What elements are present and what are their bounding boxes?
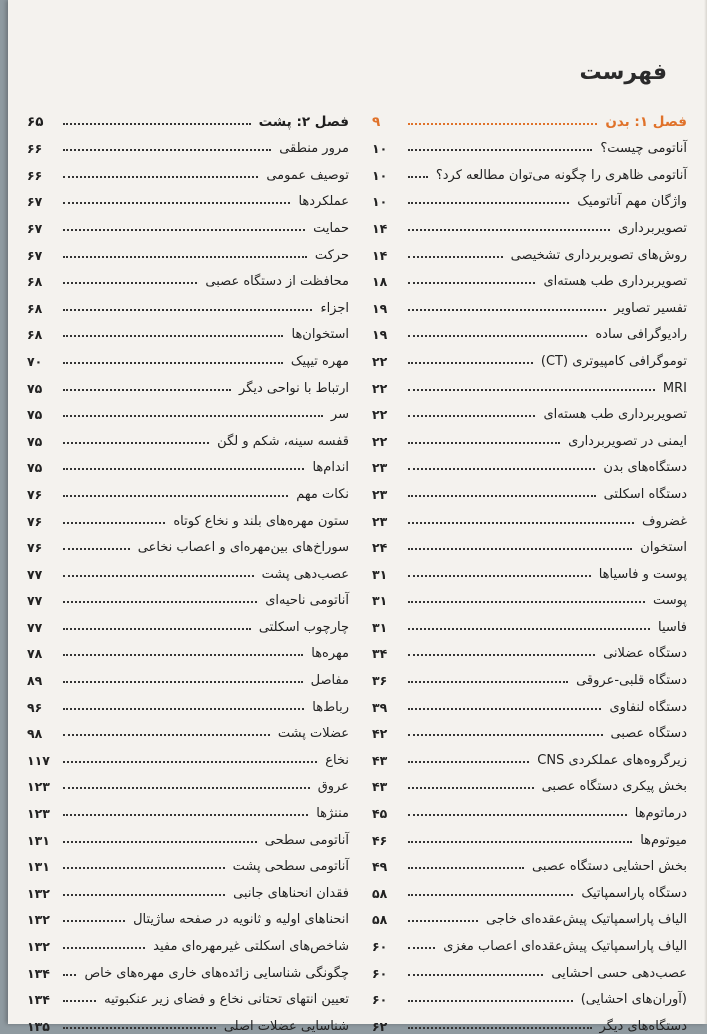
toc-entry-title: روش‌های تصویربرداری تشخیصی [510, 247, 687, 263]
toc-entry-title: حرکت [314, 247, 349, 263]
toc-page-number: ۴۲ [372, 726, 388, 742]
toc-entry-title: رادیوگرافی ساده [595, 327, 687, 343]
toc-page-number: ۲۲ [372, 407, 388, 423]
dot-leader [408, 681, 568, 683]
toc-entry [27, 927, 349, 954]
toc-chapter-heading [372, 103, 687, 130]
dot-leader [408, 894, 573, 896]
toc-page-number: ۷۷ [27, 619, 43, 635]
toc-entry [372, 954, 687, 981]
dot-leader [63, 894, 225, 896]
dot-leader [63, 974, 76, 976]
toc-entry [372, 369, 687, 396]
dot-leader [63, 601, 257, 603]
toc-page-number: ۶۷ [27, 194, 43, 210]
toc-page-number: ۱۳۱ [27, 859, 50, 875]
toc-entry-title: محافظت از دستگاه عصبی [205, 274, 349, 290]
toc-page-number: ۶۶ [27, 141, 43, 157]
toc-page-number: ۲۳ [372, 486, 388, 502]
dot-leader [408, 468, 595, 470]
toc-page-number: ۱۹ [372, 327, 388, 343]
toc-entry-title: توصیف عمومی [266, 167, 349, 183]
toc-page-number: ۷۶ [27, 540, 43, 556]
dot-leader [63, 947, 145, 949]
toc-entry-title: چارچوب اسکلتی [258, 619, 349, 635]
toc-page-number: ۶۸ [27, 300, 43, 316]
dot-leader [63, 814, 308, 816]
dot-leader [63, 149, 271, 151]
toc-entry-title: دستگاه لنفاوی [609, 699, 687, 715]
toc-entry-title: عروق [317, 779, 349, 795]
dot-leader [408, 787, 534, 789]
toc-entry-title: دستگاه عصبی [610, 726, 687, 742]
toc-page-number: ۹ [372, 113, 381, 130]
toc-page-number: ۱۳۴ [27, 992, 50, 1008]
toc-page-number: ۶۸ [27, 327, 43, 343]
toc-page-number: ۳۱ [372, 593, 388, 609]
toc-page-number: ۲۴ [372, 540, 388, 556]
toc-entry [27, 555, 349, 582]
dot-leader [408, 229, 610, 231]
toc-entry-title: مرور منطقی [279, 141, 349, 157]
dot-leader [408, 734, 603, 736]
dot-leader [63, 389, 231, 391]
toc-page-number: ۵۸ [372, 885, 388, 901]
dot-leader [63, 123, 251, 125]
toc-page-number: ۷۵ [27, 433, 43, 449]
dot-leader [63, 787, 310, 789]
toc-entry [27, 396, 349, 423]
toc-entry [372, 342, 687, 369]
dot-leader [408, 442, 560, 444]
toc-entry [27, 209, 349, 236]
toc-entry [372, 635, 687, 662]
toc-entry-title: فقدان انحناهای جانبی [233, 885, 349, 901]
dot-leader [408, 628, 650, 630]
dot-leader [408, 335, 587, 337]
dot-leader [63, 202, 290, 204]
toc-entry-title: شاخص‌های اسکلتی غیرمهره‌ای مفید [153, 939, 349, 954]
toc-entry-title: عصب‌دهی حسی احشایی [551, 965, 687, 981]
toc-entry [372, 1007, 687, 1034]
toc-entry-title: ایمنی در تصویربرداری [568, 433, 687, 449]
dot-leader [63, 575, 254, 577]
dot-leader [63, 841, 257, 843]
toc-entry [27, 502, 349, 529]
toc-page-number: ۶۰ [372, 939, 388, 954]
dot-leader [408, 522, 634, 524]
toc-page-number: ۱۹ [372, 300, 388, 316]
dot-leader [408, 601, 645, 603]
toc-entry-title: بخش احشایی دستگاه عصبی [532, 859, 687, 875]
toc-page-number: ۷۸ [27, 646, 43, 662]
toc-entry-title: دستگاه‌های بدن [603, 460, 687, 476]
dot-leader [63, 442, 209, 444]
dot-leader [63, 681, 303, 683]
toc-entry [27, 794, 349, 821]
toc-entry [372, 608, 687, 635]
toc-entry-title: اجزاء [320, 300, 349, 316]
toc-entry [27, 741, 349, 768]
dot-leader [63, 468, 304, 470]
toc-page-number: ۲۳ [372, 460, 388, 476]
toc-page-number: ۳۱ [372, 619, 388, 635]
dot-leader [63, 867, 225, 869]
toc-entry [372, 741, 687, 768]
toc-entry [372, 236, 687, 263]
toc-entry [372, 396, 687, 423]
toc-entry-title: الیاف پاراسمپاتیک پیش‌عقده‌ای اعصاب مغزی [443, 939, 687, 954]
toc-entry-title: دستگاه اسکلتی [603, 486, 687, 502]
toc-column-left [27, 103, 349, 1034]
toc-page-number: ۱۱۷ [27, 752, 50, 768]
toc-entry [372, 715, 687, 742]
dot-leader [63, 176, 258, 178]
toc-page-number: ۱۳۴ [27, 965, 50, 981]
dot-leader [63, 229, 305, 231]
toc-page-number: ۹۶ [27, 699, 43, 715]
toc-entry [27, 475, 349, 502]
dot-leader [408, 708, 601, 710]
toc-entry [27, 635, 349, 662]
toc-entry-title: (آوران‌های احشایی) [580, 992, 687, 1008]
dot-leader [63, 495, 288, 497]
dot-leader [63, 522, 165, 524]
dot-leader [63, 654, 303, 656]
toc-page-number: ۱۳۲ [27, 912, 50, 928]
toc-page-number: ۱۳۲ [27, 885, 50, 901]
dot-leader [408, 389, 655, 391]
toc-entry [27, 874, 349, 901]
dot-leader [408, 362, 533, 364]
toc-page-number: ۶۰ [372, 992, 388, 1008]
dot-leader [408, 309, 606, 311]
dot-leader [63, 282, 197, 284]
toc-entry [27, 848, 349, 875]
toc-entry-title: فاسیا [658, 619, 687, 635]
toc-page-number: ۶۵ [27, 113, 44, 130]
toc-page-number: ۶۶ [27, 167, 43, 183]
dot-leader [63, 761, 317, 763]
dot-leader [408, 256, 503, 258]
toc-entry [372, 794, 687, 821]
toc-entry-title: مفاصل [310, 673, 349, 689]
toc-entry [27, 688, 349, 715]
toc-entry [27, 529, 349, 556]
toc-entry-title: شناسایی عضلات اصلی [223, 1018, 349, 1034]
toc-page-number: ۷۶ [27, 513, 43, 529]
toc-entry-title: تصویربرداری [617, 220, 687, 236]
toc-entry-title: MRI [662, 380, 687, 396]
toc-entry [372, 848, 687, 875]
toc-entry-title: ستون مهره‌های بلند و نخاع کوتاه [173, 513, 349, 529]
toc-entry [27, 901, 349, 928]
toc-entry-title: سوراخ‌های بین‌مهره‌ای و اعصاب نخاعی [137, 540, 349, 556]
toc-page-number: ۴۹ [372, 859, 388, 875]
toc-entry-title: مهره‌ها [311, 646, 349, 662]
toc-entry [372, 289, 687, 316]
toc-page-number: ۶۰ [372, 965, 388, 981]
toc-page-number: ۲۲ [372, 433, 388, 449]
toc-page-number: ۳۹ [372, 699, 388, 715]
dot-leader [63, 415, 323, 417]
toc-entry [372, 768, 687, 795]
toc-entry-title: نکات مهم [296, 486, 349, 502]
toc-entry-title: دستگاه پاراسمپاتیک [581, 885, 687, 901]
dot-leader [408, 867, 524, 869]
toc-page-number: ۳۴ [372, 646, 388, 662]
toc-entry-title: بخش پیکری دستگاه عصبی [541, 779, 687, 795]
dot-leader [408, 1000, 573, 1002]
toc-entry [372, 555, 687, 582]
toc-page-number: ۶۲ [372, 1018, 388, 1034]
toc-entry-title: زیرگروه‌های عملکردی CNS [537, 752, 687, 768]
toc-page-number: ۱۴ [372, 220, 388, 236]
toc-entry-title: میوتوم‌ها [640, 832, 687, 848]
dot-leader [63, 256, 307, 258]
book-page [8, 0, 707, 1034]
toc-entry-title: فصل ۲: پشت [258, 113, 349, 130]
dot-leader [408, 202, 569, 204]
toc-entry [372, 502, 687, 529]
toc-entry [372, 582, 687, 609]
toc-entry [27, 661, 349, 688]
toc-page-number: ۷۰ [27, 353, 43, 369]
toc-page-number: ۷۷ [27, 566, 43, 582]
toc-entry-title: فصل ۱: بدن [605, 113, 687, 130]
toc-entry-title: پوست [653, 593, 687, 609]
toc-page-number: ۲۲ [372, 353, 388, 369]
toc-entry-title: تعیین انتهای تحتانی نخاع و فضای زیر عنکبوتیه [104, 992, 349, 1008]
toc-entry [27, 449, 349, 476]
toc-entry-title: انحناهای اولیه و ثانویه در صفحه ساژیتال [133, 912, 349, 928]
toc-page-number: ۶۸ [27, 274, 43, 290]
toc-entry [372, 981, 687, 1008]
dot-leader [408, 814, 627, 816]
toc-entry [27, 821, 349, 848]
toc-page-number: ۱۰ [372, 167, 388, 183]
toc-entry-title: تفسیر تصاویر [614, 300, 687, 316]
dot-leader [63, 708, 304, 710]
dot-leader [408, 947, 435, 949]
toc-entry [27, 422, 349, 449]
dot-leader [408, 974, 543, 976]
toc-entry-title: مهره تیپیک [290, 353, 349, 369]
dot-leader [63, 335, 283, 337]
toc-page-number: ۱۳۲ [27, 939, 50, 954]
toc-entry-title: آناتومی سطحی [264, 832, 349, 848]
toc-entry-title: الیاف پاراسمپاتیک پیش‌عقده‌ای خاجی [485, 912, 687, 928]
toc-entry [27, 130, 349, 157]
toc-entry-title: پوست و فاسیاها [598, 566, 687, 582]
toc-page-number: ۸۹ [27, 673, 43, 689]
toc-entry-title: چگونگی شناسایی زائده‌های خاری مهره‌های خاص [84, 965, 349, 981]
toc-page-number: ۵۸ [372, 912, 388, 928]
toc-entry [27, 981, 349, 1008]
toc-entry-title: ارتباط با نواحی دیگر [239, 380, 349, 396]
toc-entry-title: مننژها [316, 806, 349, 822]
toc-entry-title: دستگاه‌های دیگر [599, 1018, 687, 1034]
toc-entry [372, 927, 687, 954]
toc-entry-title: رباط‌ها [312, 699, 349, 715]
toc-entry [372, 874, 687, 901]
toc-page-number: ۱۰ [372, 141, 388, 157]
toc-entry [27, 263, 349, 290]
toc-entry [372, 156, 687, 183]
toc-entry-title: عضلات پشت [277, 726, 349, 742]
toc-entry-title: دستگاه عضلانی [603, 646, 687, 662]
dot-leader [408, 149, 592, 151]
toc-page-number: ۶۷ [27, 220, 43, 236]
toc-entry-title: آناتومی سطحی پشت [232, 859, 349, 875]
dot-leader [63, 920, 125, 922]
dot-leader [63, 734, 270, 736]
dot-leader [408, 841, 632, 843]
dot-leader [408, 123, 597, 125]
toc-entry [372, 449, 687, 476]
toc-entry-title: نخاع [325, 752, 349, 768]
toc-page-number: ۷۷ [27, 593, 43, 609]
toc-page-number: ۴۳ [372, 779, 388, 795]
dot-leader [63, 628, 251, 630]
dot-leader [408, 415, 535, 417]
toc-entry [27, 156, 349, 183]
toc-entry-title: تصویربرداری طب هسته‌ای [543, 407, 687, 423]
page-title: فهرست [579, 60, 667, 85]
toc-entry [27, 582, 349, 609]
toc-page-number: ۱۲۳ [27, 806, 50, 822]
dot-leader [63, 309, 312, 311]
dot-leader [63, 1000, 96, 1002]
toc-entry-title: اندام‌ها [312, 460, 349, 476]
toc-entry [372, 661, 687, 688]
toc-page-number: ۶۷ [27, 247, 43, 263]
toc-entry [372, 263, 687, 290]
toc-page-number: ۱۴ [372, 247, 388, 263]
toc-entry [372, 422, 687, 449]
toc-page-number: ۷۵ [27, 407, 43, 423]
toc-entry [27, 1007, 349, 1034]
toc-entry-title: عملکردها [298, 194, 349, 210]
toc-page-number: ۱۳۱ [27, 832, 50, 848]
toc-entry-title: حمایت [313, 220, 349, 236]
toc-entry [27, 954, 349, 981]
toc-entry-title: غضروف [642, 513, 687, 529]
toc-column-right [372, 103, 687, 1034]
dot-leader [408, 1027, 592, 1029]
toc-entry-title: تصویربرداری طب هسته‌ای [543, 274, 687, 290]
toc-page-number: ۱۲۳ [27, 779, 50, 795]
toc-entry-title: آناتومی چیست؟ [600, 141, 687, 157]
toc-entry [372, 475, 687, 502]
toc-entry-title: دستگاه قلبی-عروقی [576, 673, 687, 689]
dot-leader [408, 176, 428, 178]
dot-leader [63, 1027, 216, 1029]
toc-entry-title: استخوان [640, 540, 687, 556]
toc-entry [372, 529, 687, 556]
toc-entry [372, 688, 687, 715]
dot-leader [63, 548, 130, 550]
toc-entry [27, 715, 349, 742]
toc-entry [27, 608, 349, 635]
toc-page-number: ۱۳۵ [27, 1018, 50, 1034]
toc-page-number: ۲۳ [372, 513, 388, 529]
toc-page-number: ۱۰ [372, 194, 388, 210]
toc-entry [372, 821, 687, 848]
toc-entry [372, 316, 687, 343]
toc-entry [27, 369, 349, 396]
toc-page-number: ۷۵ [27, 380, 43, 396]
toc-page-number: ۷۶ [27, 486, 43, 502]
toc-entry-title: واژگان مهم آناتومیک [577, 194, 687, 210]
toc-page-number: ۴۵ [372, 806, 388, 822]
toc-entry-title: آناتومی ظاهری را چگونه می‌توان مطالعه کرد؟ [435, 167, 687, 183]
toc-page-number: ۱۸ [372, 274, 388, 290]
toc-entry [27, 342, 349, 369]
toc-page-number: ۷۵ [27, 460, 43, 476]
toc-entry-title: توموگرافی کامپیوتری (CT) [540, 353, 687, 369]
toc-entry [372, 901, 687, 928]
toc-entry-title: درماتوم‌ها [634, 806, 687, 822]
toc-entry-title: استخوان‌ها [291, 327, 349, 343]
dot-leader [408, 548, 632, 550]
dot-leader [408, 575, 591, 577]
dot-leader [408, 654, 595, 656]
toc-entry [372, 130, 687, 157]
toc-page-number: ۴۳ [372, 752, 388, 768]
dot-leader [408, 495, 596, 497]
toc-entry [27, 236, 349, 263]
toc-page-number: ۳۱ [372, 566, 388, 582]
toc-entry-title: قفسه سینه، شکم و لگن [217, 433, 349, 449]
toc-entry-title: سر [330, 407, 349, 423]
dot-leader [408, 761, 529, 763]
toc-entry [372, 209, 687, 236]
toc-entry-title: آناتومی ناحیه‌ای [265, 593, 349, 609]
toc-page-number: ۹۸ [27, 726, 43, 742]
dot-leader [408, 282, 535, 284]
toc-entry [27, 768, 349, 795]
toc-entry [27, 316, 349, 343]
dot-leader [408, 920, 478, 922]
toc-chapter-heading [27, 103, 349, 130]
toc-entry [372, 183, 687, 210]
toc-entry-title: عصب‌دهی پشت [261, 566, 349, 582]
dot-leader [63, 362, 283, 364]
toc-page-number: ۳۶ [372, 673, 388, 689]
toc-page-number: ۴۶ [372, 832, 388, 848]
toc-entry [27, 183, 349, 210]
toc-entry [27, 289, 349, 316]
toc-page-number: ۲۲ [372, 380, 388, 396]
